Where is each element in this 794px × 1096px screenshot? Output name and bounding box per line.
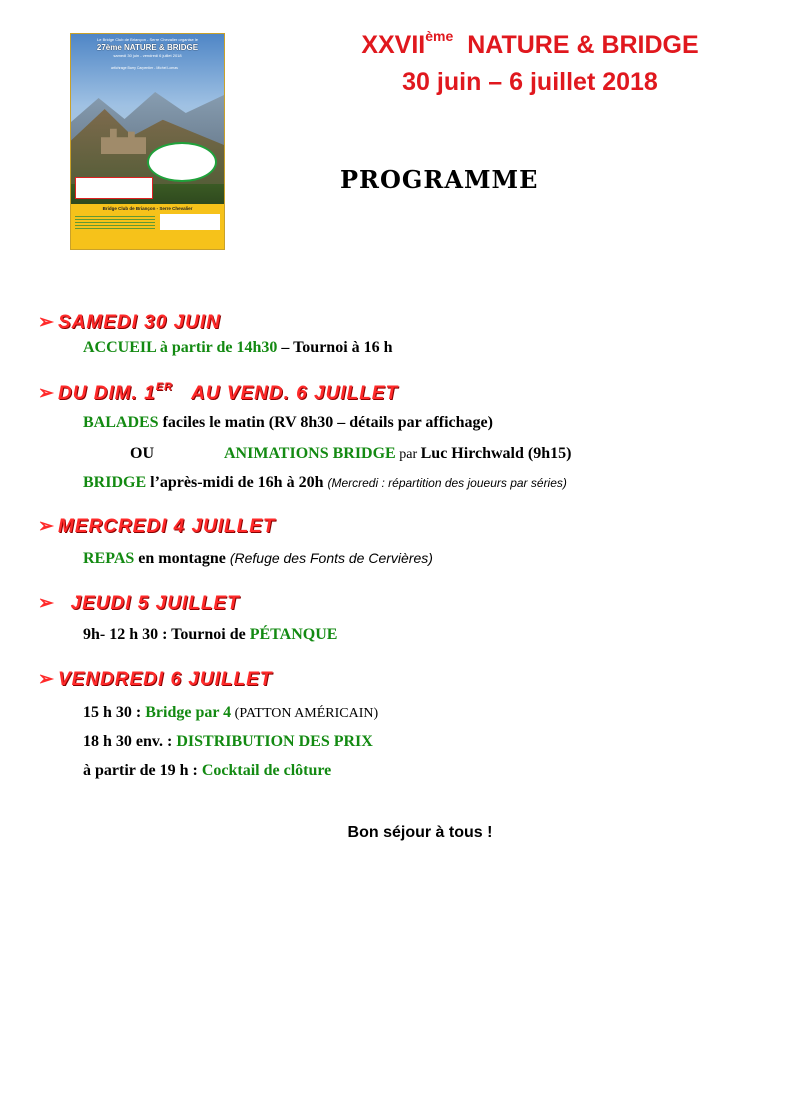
arrow-bullet-icon: ➢ [38, 312, 55, 333]
bridge-label: BRIDGE [83, 474, 147, 491]
day-label: SAMEDI 30 JUIN [58, 312, 221, 333]
arrow-bullet-icon: ➢ [38, 593, 55, 614]
arrow-bullet-icon: ➢ [38, 383, 55, 404]
day-heading-vendredi [38, 668, 272, 691]
day-heading-dim-vend [38, 381, 398, 405]
day-heading-samedi [38, 311, 221, 334]
par-text: par [395, 447, 421, 462]
poster-club: Bridge Club de Briançon - Serre Chevalier [102, 206, 193, 211]
day-heading-jeudi [38, 592, 240, 615]
balades-label: BALADES [83, 414, 159, 431]
ou-text: OU [130, 445, 154, 462]
day-label: VENDREDI 6 JUILLET [58, 669, 273, 690]
repas-note: (Refuge des Fonts de Cervières) [229, 550, 433, 566]
line-ou [130, 445, 154, 463]
poster-red-box [75, 177, 153, 199]
accueil-label: ACCUEIL à partir de 14h30 [83, 339, 278, 356]
day-label: MERCREDI 4 JUILLET [58, 516, 276, 537]
closing-message: Bon séjour à tous ! [347, 824, 493, 841]
line-balades [83, 414, 493, 432]
arrow-bullet-icon: ➢ [38, 669, 55, 690]
tournoi-text: – Tournoi à 16 h [277, 339, 393, 356]
line-accueil [83, 339, 393, 357]
line-animations [224, 445, 571, 463]
balades-text: faciles le matin (RV 8h30 – détails par affichage) [158, 414, 493, 431]
event-name: NATURE & BRIDGE [467, 31, 699, 59]
animator-name: Luc Hirchwald (9h15) [420, 445, 572, 462]
line-petanque [83, 626, 337, 644]
cocktail-label: Cocktail de clôture [201, 762, 332, 779]
day-label-sup: ER [155, 381, 173, 393]
poster-subtitle: Le Bridge Club de Briançon - Serre Chevalier organise le [97, 37, 198, 42]
day-heading-mercredi [38, 515, 276, 538]
day-label: JEUDI 5 JUILLET [70, 593, 240, 614]
line-repas [83, 550, 433, 568]
time-label: 15 h 30 : [83, 704, 146, 721]
line-bridge-par-4 [83, 704, 378, 722]
poster-dates: samedi 30 juin - vendredi 6 juillet 2018 [113, 53, 182, 58]
time-label: 18 h 30 env. : [83, 733, 177, 750]
programme-heading: PROGRAMME [340, 165, 539, 194]
petanque-label: PÉTANQUE [249, 626, 338, 643]
patton-text: (PATTON AMÉRICAIN) [231, 706, 379, 721]
edition-suffix: ème [425, 28, 454, 44]
poster-text-lines [75, 216, 155, 230]
time-label: à partir de 19 h : [83, 762, 202, 779]
day-label: DU DIM. 1 [58, 383, 156, 404]
poster-green-oval [147, 142, 217, 182]
poster-title: 27ème NATURE & BRIDGE [96, 43, 199, 52]
line-distribution [83, 733, 373, 751]
edition-number: XXVII [361, 31, 426, 59]
animations-label: ANIMATIONS BRIDGE [224, 445, 396, 462]
event-title [330, 28, 730, 60]
poster-artist: artichrage Barry Carpentier - Michel Lomas [111, 66, 178, 70]
event-poster-image [71, 34, 224, 249]
bridge-note: (Mercredi : répartition des joueurs par séries) [327, 476, 567, 490]
bridge-par-4-label: Bridge par 4 [145, 704, 232, 721]
distribution-label: DISTRIBUTION DES PRIX [176, 733, 373, 750]
repas-label: REPAS [83, 550, 135, 567]
event-dates: 30 juin – 6 juillet 2018 [402, 68, 658, 96]
day-label-end: AU VEND. 6 JUILLET [191, 383, 399, 404]
line-cocktail [83, 762, 331, 780]
petanque-time: 9h- 12 h 30 : Tournoi de [83, 626, 250, 643]
bridge-text: l’après-midi de 16h à 20h [146, 474, 328, 491]
repas-text: en montagne [134, 550, 230, 567]
line-bridge [83, 474, 567, 492]
arrow-bullet-icon: ➢ [38, 516, 55, 537]
poster-logos [160, 214, 220, 230]
